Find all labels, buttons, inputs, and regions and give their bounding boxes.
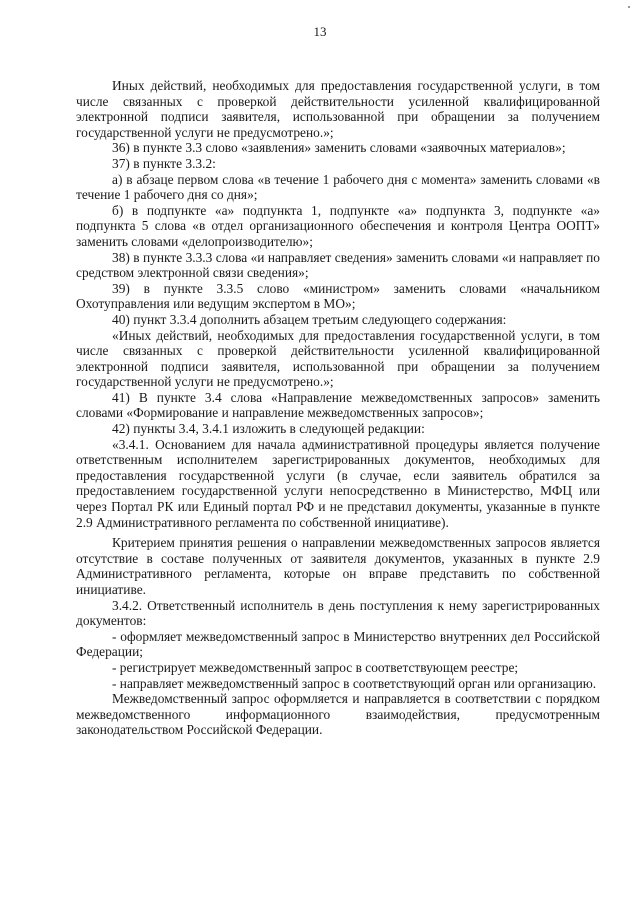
paragraph: 39) в пункте 3.3.5 слово «министром» заменить словами «начальником Охотуправления или ведущим экспертом в МО»; (76, 280, 600, 312)
page-number: 13 (313, 24, 327, 39)
paragraph: - регистрирует межведомственный запрос в соответствующем реестре; (112, 659, 519, 675)
paragraph: Критерием принятия решения о направлении межведомственных запросов является отсутствие в составе полученных от заявителя документов, указанных в пункте 2.9 Административного регламента, которые он вправе представить по собственной инициативе. (76, 535, 600, 597)
paragraph: 38) в пункте 3.3.3 слова «и направляет сведения» заменить словами «и направляет по средством электронной связи сведения»; (76, 249, 600, 281)
paragraph: Межведомственный запрос оформляется и направляется в соответствии с порядком межведомственного информационного взаимодействия, предусмотренным законодательством Российской Федерации. (76, 691, 600, 738)
paragraph: 36) в пункте 3.3 слово «заявления» заменить словами «заявочных материалов»; (112, 140, 566, 156)
paragraph: 37) в пункте 3.3.2: (112, 155, 216, 171)
paragraph: б) в подпункте «а» подпункта 1, подпункте «а» подпункта 3, подпункте «а» подпункта 5 слова «в отдел организационного обеспечения и контроля Центра ООПТ» заменить словами «делопроизводителю»; (76, 202, 600, 249)
paragraph: а) в абзаце первом слова «в течение 1 рабочего дня с момента» заменить словами «в течение 1 рабочего дня со дня»; (76, 171, 600, 203)
paragraph: - направляет межведомственный запрос в соответствующий орган или организацию. (112, 675, 597, 691)
paragraph: 40) пункт 3.3.4 дополнить абзацем третьим следующего содержания: (112, 311, 507, 327)
paragraph: Иных действий, необходимых для предоставления государственной услуги, в том числе связанных с проверкой действительности усиленной квалифицированной электронной подписи заявителя, использованной при обращении за получением государственной услуги не предусмотрено.»; (76, 78, 600, 140)
paragraph: 3.4.2. Ответственный исполнитель в день поступления к нему зарегистрированных документов: (76, 597, 600, 629)
paragraph: «3.4.1. Основанием для начала административной процедуры является получение ответственным исполнителем зарегистрированных документов, необходимых для предоставления государственной услуги (в случае, если заявитель обратился за предоставлением государственной услуги непосредственно в Министерство, МФЦ или через Портал РК или Единый портал РФ и не представил документы, указанные в пункте 2.9 Административного регламента по собственной инициативе). (76, 436, 600, 530)
paragraph: 41) В пункте 3.4 слова «Направление межведомственных запросов» заменить словами «Формирование и направление межведомственных запросов»; (76, 389, 600, 421)
document-body (76, 78, 600, 738)
paragraph: 42) пункты 3.4, 3.4.1 изложить в следующей редакции: (112, 421, 425, 437)
paragraph: «Иных действий, необходимых для предоставления государственной услуги, в том числе связанных с проверкой действительности усиленной квалифицированной электронной подписи заявителя, использованной при обращении за получением государственной услуги не предусмотрено.»; (76, 327, 600, 390)
paragraph: - оформляет межведомственный запрос в Министерство внутренних дел Российской Федерации; (76, 628, 600, 660)
scan-speck (628, 6, 630, 8)
